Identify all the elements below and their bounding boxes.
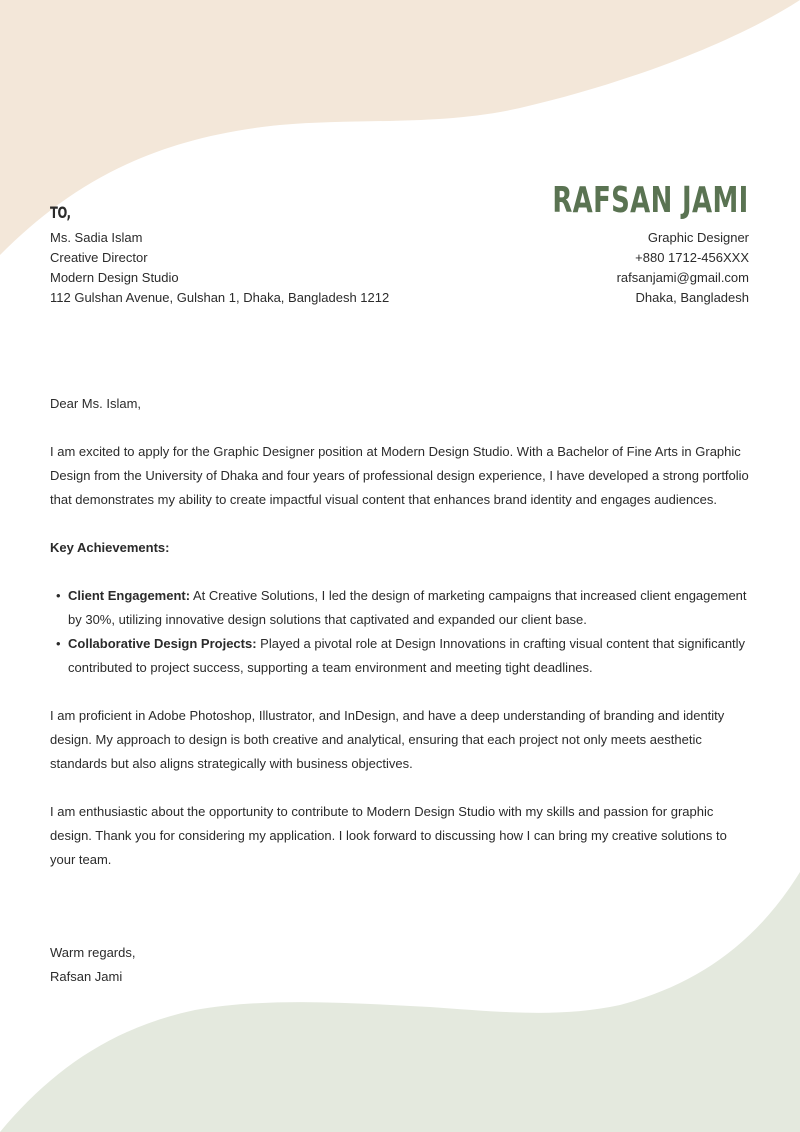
bottom-wave-shape (0, 872, 800, 1132)
letter-body (50, 392, 750, 896)
skills-paragraph: I am proficient in Adobe Photoshop, Illustrator, and InDesign, and have a deep understanding of branding and identity design. My approach to design is both creative and analytical, ensuring that each project not only meets aesthetic standards but also aligns strategically with business objectives. (50, 708, 725, 771)
recipient-title: Creative Director (50, 250, 148, 265)
signoff: Warm regards, (50, 945, 136, 960)
recipient-name: Ms. Sadia Islam (50, 230, 143, 245)
sender-email: rafsanjami@gmail.com (616, 270, 749, 285)
signature: Rafsan Jami (50, 969, 123, 984)
closing-paragraph: I am enthusiastic about the opportunity to contribute to Modern Design Studio with my skills and passion for graphic design. Thank you for considering my application. I look forward to discussing how I can bring my creative solutions to your team. (50, 804, 727, 867)
achievements-heading: Key Achievements: (50, 540, 170, 555)
achievement-title: Client Engagement: (68, 588, 191, 603)
sender-job-title: Graphic Designer (647, 230, 749, 245)
signoff-block (50, 941, 135, 989)
recipient-address: 112 Gulshan Avenue, Gulshan 1, Dhaka, Bangladesh 1212 (50, 290, 390, 305)
list-item (50, 632, 750, 680)
achievement-text: At Creative Solutions, I led the design of marketing campaigns that increased client engagement by 30%, utilizing innovative design solutions that captivated and expanded our client base. (68, 588, 747, 627)
recipient-block (50, 228, 389, 308)
list-item (50, 584, 750, 632)
achievements-list (50, 584, 750, 680)
intro-paragraph: I am excited to apply for the Graphic Designer position at Modern Design Studio. With a Bachelor of Fine Arts in Graphic Design from the University of Dhaka and four years of professional design experience, I have developed a strong portfolio that demonstrates my ability to create impactful visual content that enhances brand identity and engages audiences. (50, 444, 749, 507)
sender-phone: +880 1712-456XXX (635, 250, 749, 265)
sender-location: Dhaka, Bangladesh (635, 290, 749, 305)
achievement-title: Collaborative Design Projects: (68, 636, 257, 651)
bullet-icon: • (56, 588, 61, 603)
sender-contact-block (617, 228, 749, 308)
recipient-heading: TO, (50, 203, 71, 222)
recipient-company: Modern Design Studio (50, 270, 179, 285)
salutation: Dear Ms. Islam, (50, 396, 142, 411)
bullet-icon: • (56, 636, 61, 651)
sender-name: RAFSAN JAMI (552, 180, 749, 221)
achievement-text: Played a pivotal role at Design Innovations in crafting visual content that significantly contributed to project success, supporting a team environment and meeting tight deadlines. (68, 636, 746, 675)
